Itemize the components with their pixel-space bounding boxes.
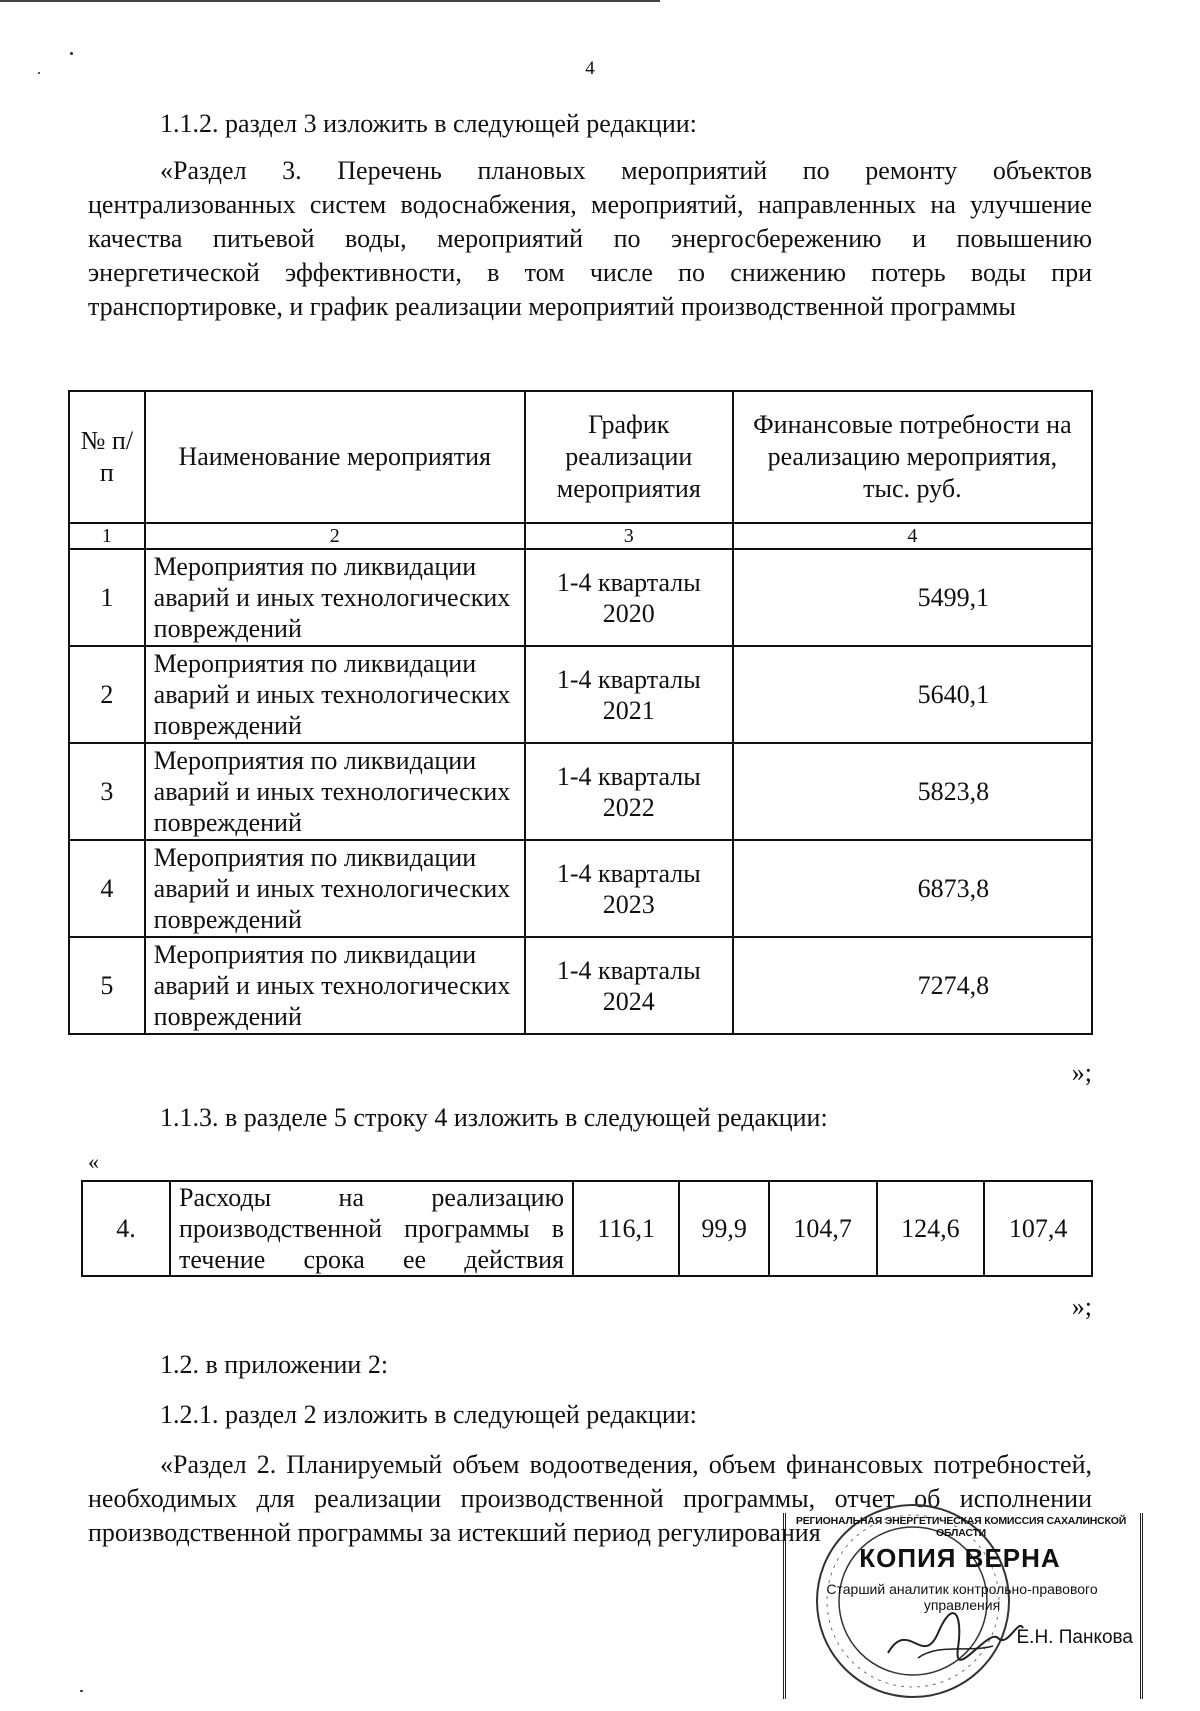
- stamp-signer: Е.Н. Панкова: [1016, 1627, 1133, 1648]
- value-cell: 116,1: [573, 1181, 679, 1276]
- header-funding: Финансовые потребности на реализацию мероприятия, тыс. руб.: [733, 391, 1092, 523]
- paragraph-1-1-2: 1.1.2. раздел 3 изложить в следующей редакции:: [160, 109, 697, 138]
- row-schedule: 1-4 кварталы 2021: [525, 646, 733, 743]
- table-row: [69, 743, 1092, 840]
- table-row: [69, 646, 1092, 743]
- column-number: 1: [69, 523, 145, 549]
- row-number: 4.: [82, 1181, 170, 1276]
- opening-quote: «: [88, 1149, 99, 1174]
- table-row: [69, 549, 1092, 646]
- row-amount: 6873,8: [733, 840, 1092, 937]
- header-name: Наименование мероприятия: [145, 391, 525, 523]
- value-cell: 124,6: [877, 1181, 985, 1276]
- value-cell: 107,4: [984, 1181, 1092, 1276]
- header-number: № п/п: [69, 391, 145, 523]
- row-number: 2: [69, 646, 145, 743]
- scan-speck: [38, 72, 40, 74]
- paragraph-1-1-3: 1.1.3. в разделе 5 строку 4 изложить в следующей редакции:: [160, 1103, 828, 1132]
- row-amount: 5823,8: [733, 743, 1092, 840]
- section-2-heading: «Раздел 2. Планируемый объем водоотведения, объем финансовых потребностей, необходимых для реализации производственной программы, отчет об исполнении производственной программы за истекший период регулирования: [88, 1450, 1092, 1547]
- stamp-position: Старший аналитик контрольно-правового управления: [826, 1581, 1098, 1613]
- row-amount: 5640,1: [733, 646, 1092, 743]
- scan-speck: [70, 52, 73, 55]
- row-schedule: 1-4 кварталы 2023: [525, 840, 733, 937]
- paragraph-1-2-1: 1.2.1. раздел 2 изложить в следующей редакции:: [160, 1400, 697, 1429]
- table-row: [69, 840, 1092, 937]
- row-name: Мероприятия по ликвидации аварий и иных технологических повреждений: [145, 840, 525, 937]
- row-schedule: 1-4 кварталы 2020: [525, 549, 733, 646]
- table-row: [69, 937, 1092, 1034]
- row-number: 1: [69, 549, 145, 646]
- row-schedule: 1-4 кварталы 2024: [525, 937, 733, 1034]
- header-schedule: График реализации мероприятия: [525, 391, 733, 523]
- column-number: 3: [525, 523, 733, 549]
- row-name: Мероприятия по ликвидации аварий и иных технологических повреждений: [145, 937, 525, 1034]
- certification-stamp: [783, 1513, 1143, 1703]
- top-rule: [0, 0, 660, 2]
- row-name: Расходы на реализацию производственной программы в течение срока ее действия: [170, 1181, 573, 1276]
- scan-speck: [80, 1690, 83, 1692]
- row-schedule: 1-4 кварталы 2022: [525, 743, 733, 840]
- page-number: 4: [585, 58, 595, 79]
- closing-quote-2: »;: [1071, 1292, 1092, 1321]
- stamp-title: КОПИЯ ВЕРНА: [859, 1543, 1061, 1573]
- row-name: Мероприятия по ликвидации аварий и иных технологических повреждений: [145, 743, 525, 840]
- stamp-org: РЕГИОНАЛЬНАЯ ЭНЕРГЕТИЧЕСКАЯ КОМИССИЯ САХАЛИНСКОЙ ОБЛАСТИ: [795, 1515, 1127, 1539]
- row-number: 4: [69, 840, 145, 937]
- table-row: [82, 1181, 1092, 1276]
- row-number: 3: [69, 743, 145, 840]
- row-name: Мероприятия по ликвидации аварий и иных технологических повреждений: [145, 646, 525, 743]
- row-4-table: [81, 1180, 1093, 1277]
- section-3-heading: «Раздел 3. Перечень плановых мероприятий по ремонту объектов централизованных систем водоснабжения, мероприятий, направленных на улучшение качества питьевой воды, мероприятий по энергосбережению и повышению энергетической эффективности, в том числе по снижению потерь воды при транспортировке, и график реализации мероприятий производственной программы: [88, 156, 1092, 321]
- column-number-row: [69, 523, 1092, 549]
- table-header-row: [69, 391, 1092, 523]
- row-amount: 5499,1: [733, 549, 1092, 646]
- activities-table: [68, 390, 1093, 1035]
- row-amount: 7274,8: [733, 937, 1092, 1034]
- column-number: 2: [145, 523, 525, 549]
- paragraph-1-2: 1.2. в приложении 2:: [160, 1350, 389, 1379]
- row-number: 5: [69, 937, 145, 1034]
- column-number: 4: [733, 523, 1092, 549]
- value-cell: 104,7: [769, 1181, 877, 1276]
- value-cell: 99,9: [679, 1181, 768, 1276]
- signature-icon: [878, 1598, 1028, 1678]
- row-name: Мероприятия по ликвидации аварий и иных технологических повреждений: [145, 549, 525, 646]
- closing-quote-1: »;: [1071, 1058, 1092, 1087]
